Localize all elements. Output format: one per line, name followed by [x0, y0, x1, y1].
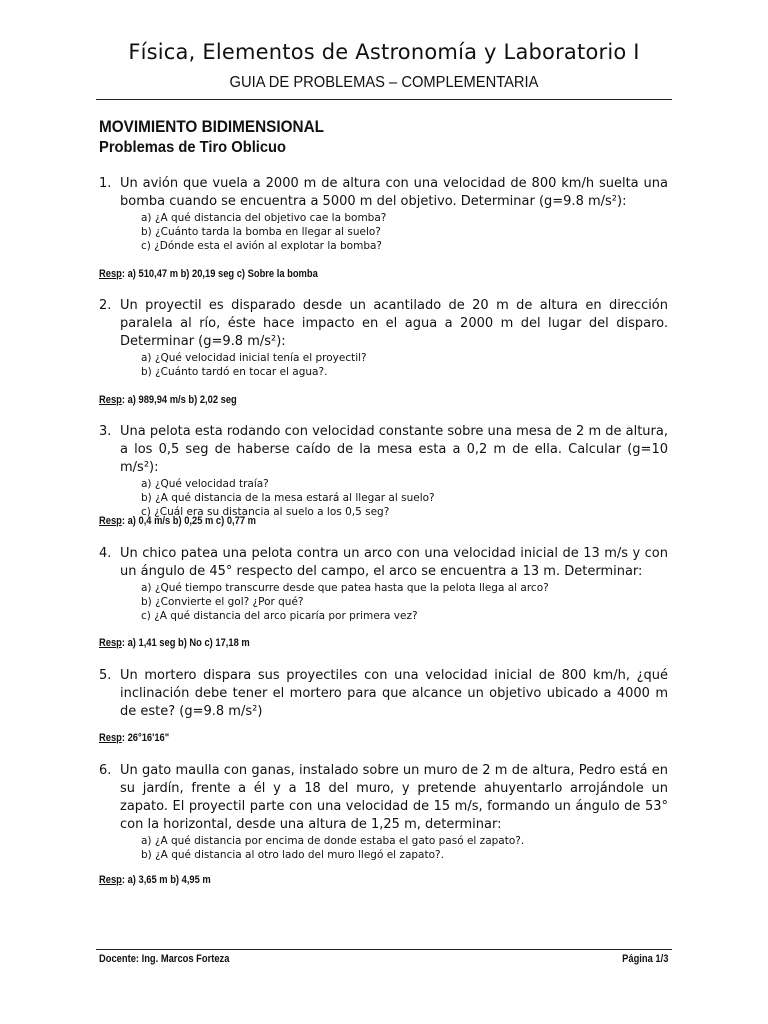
footer-teacher: Docente: Ing. Marcos Forteza [99, 953, 230, 965]
question-item: c) ¿Dónde esta el avión al explotar la bomba? [141, 240, 382, 252]
answer-label: Resp [99, 394, 122, 406]
problem-6 [99, 762, 668, 862]
answer-line [99, 637, 250, 649]
question-item: b) ¿Convierte el gol? ¿Por qué? [141, 596, 304, 608]
question-item: a) ¿A qué distancia del objetivo cae la bomba? [141, 212, 387, 224]
answer-label: Resp [99, 637, 122, 649]
problem-number: 4. [99, 546, 112, 561]
answer-line [99, 515, 256, 527]
question-item: b) ¿A qué distancia al otro lado del muro llegó el zapato?. [141, 849, 444, 861]
problem-statement: Un mortero dispara sus proyectiles con una velocidad inicial de 800 km/h, ¿qué inclinación debe tener el mortero para que alcance un objetivo ubicado a 4000 m de este? (g=9.8 m/s²) [120, 668, 668, 719]
answer-text: : a) 510,47 m b) 20,19 seg c) Sobre la bomba [121, 268, 318, 280]
problem-number: 5. [99, 668, 112, 683]
problem-statement: Un gato maulla con ganas, instalado sobre un muro de 2 m de altura, Pedro está en su jardín, frente a él y a 18 del muro, y pretende ahuyentarlo arrojándole un zapato. El proyectil parte con una velocidad de 15 m/s, formando un ángulo de 53° con la horizontal, desde una altura de 1,25 m, determinar: [120, 763, 668, 832]
problem-statement: Un chico patea una pelota contra un arco con una velocidad inicial de 13 m/s y con un ángulo de 45° respecto del campo, el arco se encuentra a 13 m. Determinar: [120, 546, 668, 579]
footer-page-number: Página 1/3 [621, 953, 668, 965]
problem-1 [99, 175, 668, 253]
answer-text: : a) 3,65 m b) 4,95 m [121, 874, 211, 886]
problem-statement: Un proyectil es disparado desde un acantilado de 20 m de altura en dirección paralela al río, éste hace impacto en el agua a 2000 m del lugar del disparo. Determinar (g=9.8 m/s²): [120, 298, 668, 349]
document-title: Física, Elementos de Astronomía y Laboratorio I [128, 40, 640, 64]
question-list [141, 351, 668, 379]
header-divider [96, 99, 672, 100]
question-item: c) ¿A qué distancia del arco picaría por primera vez? [141, 610, 418, 622]
answer-label: Resp [99, 268, 122, 280]
problem-3 [99, 423, 668, 519]
answer-text: : a) 0,4 m/s b) 0,25 m c) 0,77 m [121, 515, 256, 527]
footer-divider [96, 949, 672, 950]
question-item: a) ¿Qué velocidad traía? [141, 478, 269, 490]
question-list [141, 211, 668, 253]
question-item: b) ¿Cuánto tardó en tocar el agua?. [141, 366, 328, 378]
section-title: MOVIMIENTO BIDIMENSIONAL [99, 117, 324, 136]
question-item: c) ¿Cuál era su distancia al suelo a los 0,5 seg? [141, 506, 390, 518]
answer-line [99, 732, 169, 744]
answer-text: : 26°16'16" [121, 732, 170, 744]
question-item: a) ¿A qué distancia por encima de donde estaba el gato pasó el zapato?. [141, 835, 525, 847]
question-list [141, 834, 668, 862]
problem-number: 2. [99, 298, 112, 313]
answer-label: Resp [99, 515, 122, 527]
answer-text: : a) 989,94 m/s b) 2,02 seg [121, 394, 237, 406]
problem-2 [99, 297, 668, 379]
answer-line [99, 394, 237, 406]
answer-line [99, 268, 318, 280]
question-list [141, 477, 668, 519]
document-subtitle: GUIA DE PROBLEMAS – COMPLEMENTARIA [229, 74, 539, 91]
answer-text: : a) 1,41 seg b) No c) 17,18 m [121, 637, 250, 649]
problem-number: 3. [99, 424, 112, 439]
answer-label: Resp [99, 732, 122, 744]
problem-number: 1. [99, 176, 112, 191]
problem-number: 6. [99, 763, 112, 778]
question-item: b) ¿Cuánto tarda la bomba en llegar al suelo? [141, 226, 381, 238]
problem-statement: Un avión que vuela a 2000 m de altura con una velocidad de 800 km/h suelta una bomba cuando se encuentra a 5000 m del objetivo. Determinar (g=9.8 m/s²): [120, 176, 668, 209]
question-item: a) ¿Qué velocidad inicial tenía el proyectil? [141, 352, 367, 364]
question-item: b) ¿A qué distancia de la mesa estará al llegar al suelo? [141, 492, 435, 504]
answer-line [99, 874, 211, 886]
question-item: a) ¿Qué tiempo transcurre desde que patea hasta que la pelota llega al arco? [141, 582, 549, 594]
problem-5 [99, 667, 668, 721]
problem-statement: Una pelota esta rodando con velocidad constante sobre una mesa de 2 m de altura, a los 0,5 seg de haberse caído de la mesa esta a 0,2 m de ella. Calcular (g=10 m/s²): [120, 424, 668, 475]
answer-label: Resp [99, 874, 122, 886]
question-list [141, 581, 668, 623]
problem-4 [99, 545, 668, 623]
section-subtitle: Problemas de Tiro Oblicuo [99, 139, 287, 156]
